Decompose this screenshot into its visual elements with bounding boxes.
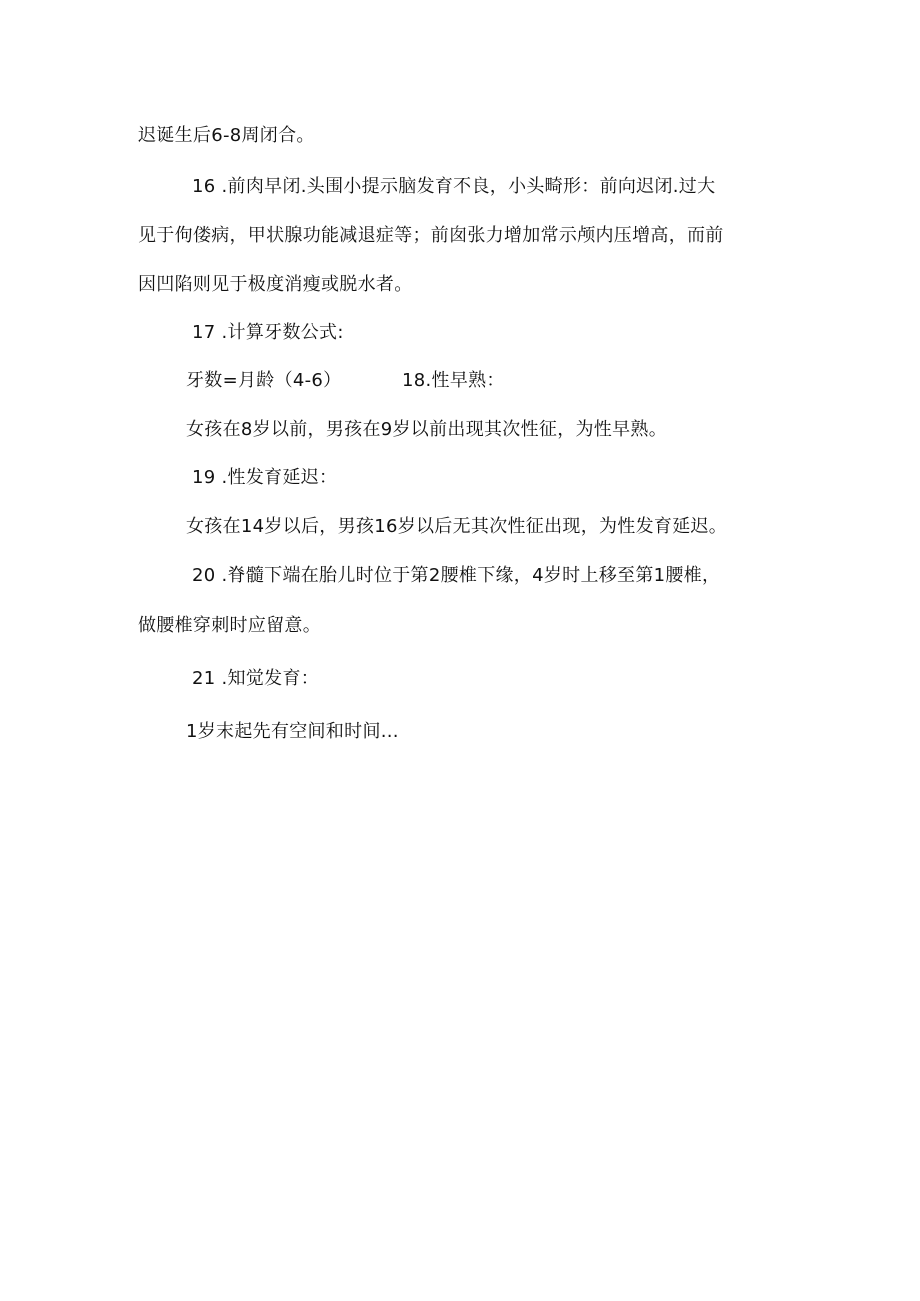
text-line: 因凹陷则见于极度消瘦或脱水者。 xyxy=(138,274,413,295)
text-line: 1岁末起先有空间和时间... xyxy=(186,721,399,742)
text-line: 迟诞生后6-8周闭合。 xyxy=(138,125,315,146)
text-line: 女孩在14岁以后，男孩16岁以后无其次性征出现，为性发育延迟。 xyxy=(186,516,728,537)
item-20-text: 20 .脊髓下端在胎儿时位于第2腰椎下缘，4岁时上移至第1腰椎， xyxy=(192,565,721,586)
formula-text: 牙数=月龄（4-6） xyxy=(186,370,342,391)
item-16-text: 16 .前肉早闭.头围小提示脑发育不良，小头畸形：前向迟闭.过大 xyxy=(192,176,716,197)
item-21-heading: 21 .知觉发育： xyxy=(192,668,320,689)
item-17-heading: 17 .计算牙数公式: xyxy=(192,322,344,343)
text-line: 做腰椎穿刺时应留意。 xyxy=(138,615,321,636)
text-line: 见于佝偻病，甲状腺功能减退症等；前囱张力增加常示颅内压增高，而前 xyxy=(138,225,724,246)
item-18-heading: 18.性早熟： xyxy=(402,370,505,391)
item-19-heading: 19 .性发育延迟： xyxy=(192,467,338,488)
text-line: 女孩在8岁以前，男孩在9岁以前出现其次性征，为性早熟。 xyxy=(186,419,668,440)
